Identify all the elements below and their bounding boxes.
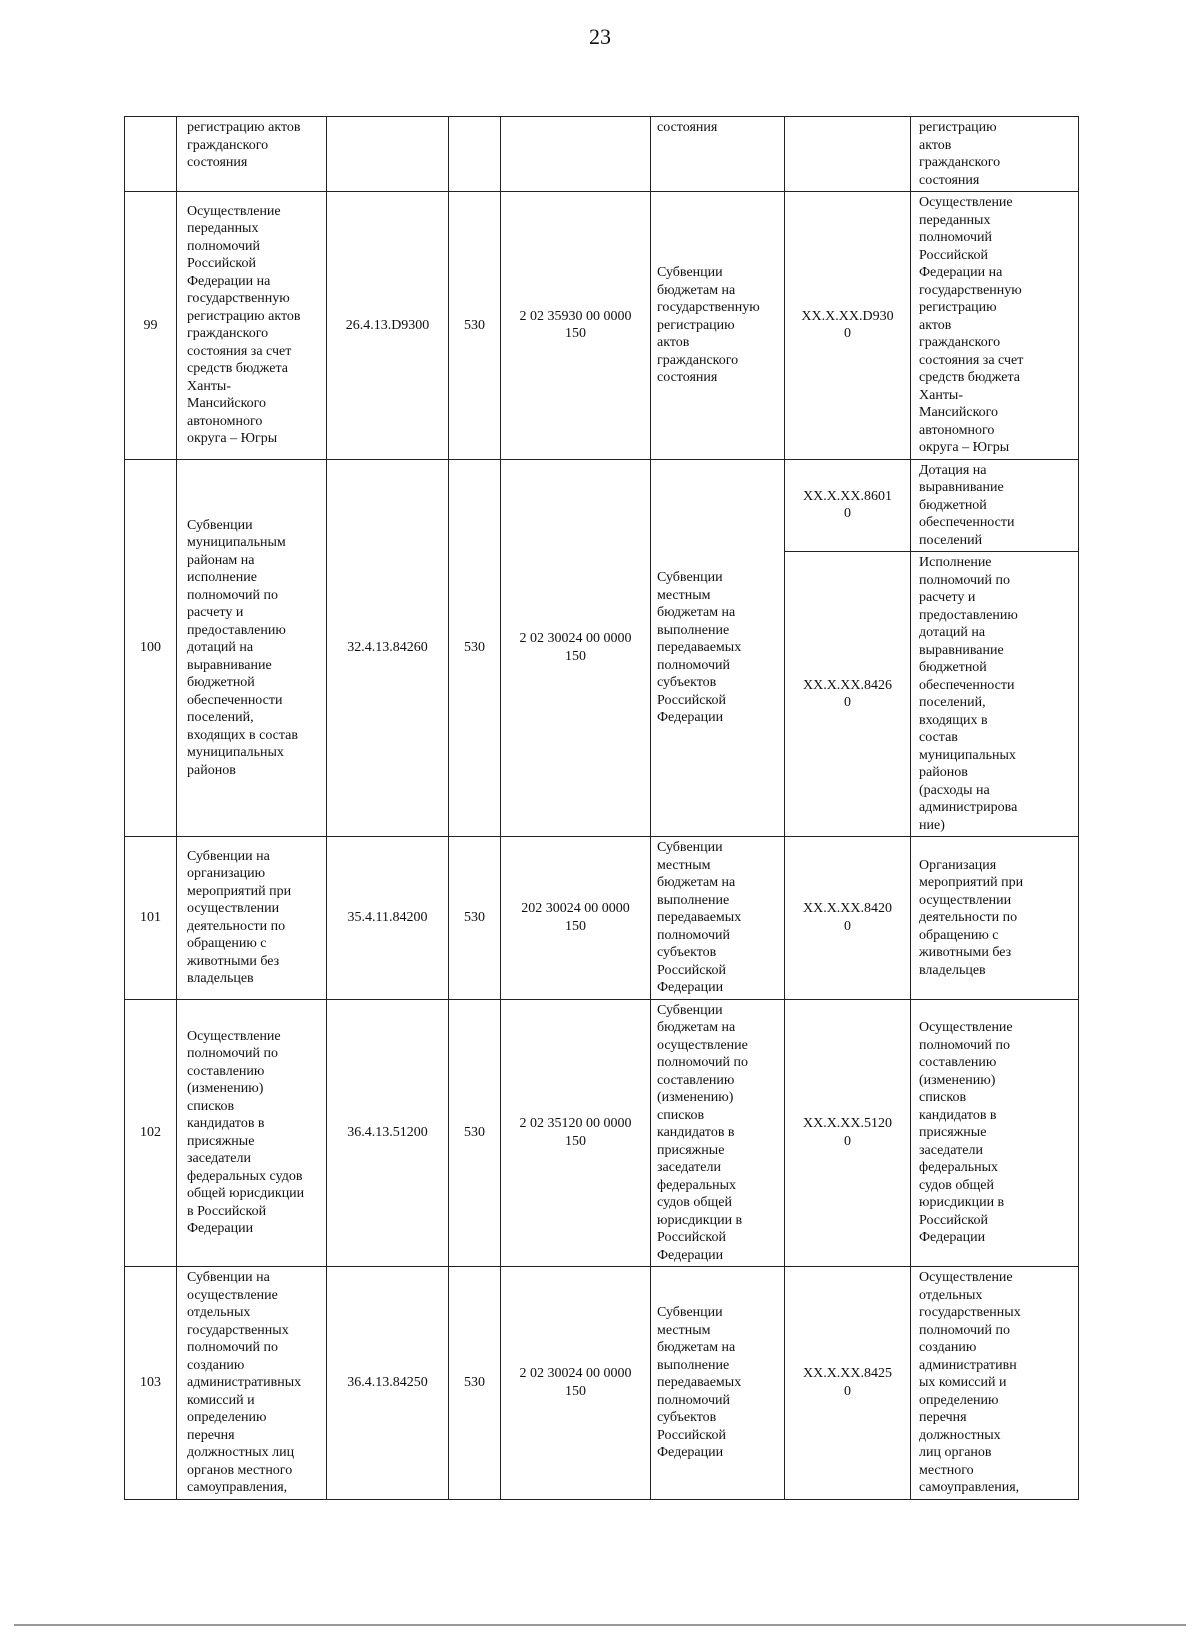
revenue-code-cell: 2 02 30024 00 0000 150	[501, 1267, 651, 1500]
row-number-cell: 102	[125, 999, 177, 1267]
description-cell: Осуществление полномочий по составлению (изменению) списков кандидатов в присяжные заседатели федеральных судов общей юрисдикции в Российской Федерации	[177, 999, 327, 1267]
bottom-divider	[14, 1624, 1186, 1626]
local-code-cell: XX.X.XX.5120 0	[785, 999, 911, 1267]
expense-code-cell: 530	[449, 192, 501, 460]
continuation-row	[125, 117, 1079, 192]
revenue-name-cell: Субвенции бюджетам на осуществление полномочий по составлению (изменению) списков кандидатов в присяжные заседатели федеральных судов общей юрисдикции в Российской Федерации	[651, 999, 785, 1267]
purpose-cell: Исполнение полномочий по расчету и предоставлению дотаций на выравнивание бюджетной обеспеченности поселений, входящих в состав муниципальных районов (расходы на администрирова ние)	[911, 552, 1079, 837]
purpose-cell: Осуществление полномочий по составлению (изменению) списков кандидатов в присяжные заседатели федеральных судов общей юрисдикции в Российской Федерации	[911, 999, 1079, 1267]
description-cell: Субвенции на организацию мероприятий при осуществлении деятельности по обращению с животными без владельцев	[177, 837, 327, 1000]
purpose-cell: Осуществление отдельных государственных полномочий по созданию административн ых комиссий и определению перечня должностных лиц органов местного самоуправления,	[911, 1267, 1079, 1500]
revenue-code-cell	[501, 117, 651, 192]
local-code-cell: XX.X.XX.8425 0	[785, 1267, 911, 1500]
revenue-code-cell: 2 02 35120 00 0000 150	[501, 999, 651, 1267]
local-code-cell: XX.X.XX.8601 0	[785, 459, 911, 552]
target-code-cell: 26.4.13.D9300	[327, 192, 449, 460]
subventions-table	[124, 116, 1079, 1500]
purpose-cell: Дотация на выравнивание бюджетной обеспеченности поселений	[911, 459, 1079, 552]
revenue-code-cell: 202 30024 00 0000 150	[501, 837, 651, 1000]
revenue-name-cell: Субвенции местным бюджетам на выполнение передаваемых полномочий субъектов Российской Федерации	[651, 459, 785, 837]
target-code-cell: 36.4.13.51200	[327, 999, 449, 1267]
revenue-name-cell: состояния	[651, 117, 785, 192]
purpose-cell: Осуществление переданных полномочий Российской Федерации на государственную регистрацию актов гражданского состояния за счет средств бюджета Ханты- Мансийского автономного округа – Югры	[911, 192, 1079, 460]
description-cell: Осуществление переданных полномочий Российской Федерации на государственную регистрацию актов гражданского состояния за счет средств бюджета Ханты- Мансийского автономного округа – Югры	[177, 192, 327, 460]
purpose-cell: Организация мероприятий при осуществлении деятельности по обращению с животными без владельцев	[911, 837, 1079, 1000]
target-code-cell: 35.4.11.84200	[327, 837, 449, 1000]
row-number-cell	[125, 117, 177, 192]
expense-code-cell: 530	[449, 1267, 501, 1500]
page-number: 23	[589, 24, 611, 49]
row-number-cell: 101	[125, 837, 177, 1000]
expense-code-cell: 530	[449, 837, 501, 1000]
table-row	[125, 459, 1079, 552]
description-cell: регистрацию актов гражданского состояния	[177, 117, 327, 192]
purpose-cell: регистрацию актов гражданского состояния	[911, 117, 1079, 192]
target-code-cell: 36.4.13.84250	[327, 1267, 449, 1500]
expense-code-cell	[449, 117, 501, 192]
revenue-name-cell: Субвенции местным бюджетам на выполнение передаваемых полномочий субъектов Российской Федерации	[651, 837, 785, 1000]
row-number-cell: 99	[125, 192, 177, 460]
local-code-cell: XX.X.XX.8420 0	[785, 837, 911, 1000]
description-cell: Субвенции муниципальным районам на исполнение полномочий по расчету и предоставлению дотаций на выравнивание бюджетной обеспеченности поселений, входящих в состав муниципальных районов	[177, 459, 327, 837]
row-number-cell: 103	[125, 1267, 177, 1500]
expense-code-cell: 530	[449, 459, 501, 837]
description-cell: Субвенции на осуществление отдельных государственных полномочий по созданию административных комиссий и определению перечня должностных лиц органов местного самоуправления,	[177, 1267, 327, 1500]
row-number-cell: 100	[125, 459, 177, 837]
local-code-cell: XX.X.XX.8426 0	[785, 552, 911, 837]
table-row	[125, 192, 1079, 460]
target-code-cell	[327, 117, 449, 192]
revenue-code-cell: 2 02 30024 00 0000 150	[501, 459, 651, 837]
target-code-cell: 32.4.13.84260	[327, 459, 449, 837]
local-code-cell	[785, 117, 911, 192]
revenue-name-cell: Субвенции местным бюджетам на выполнение передаваемых полномочий субъектов Российской Федерации	[651, 1267, 785, 1500]
revenue-code-cell: 2 02 35930 00 0000 150	[501, 192, 651, 460]
table-row	[125, 999, 1079, 1267]
expense-code-cell: 530	[449, 999, 501, 1267]
revenue-name-cell: Субвенции бюджетам на государственную регистрацию актов гражданского состояния	[651, 192, 785, 460]
table-row	[125, 1267, 1079, 1500]
local-code-cell: XX.X.XX.D930 0	[785, 192, 911, 460]
table-row	[125, 837, 1079, 1000]
